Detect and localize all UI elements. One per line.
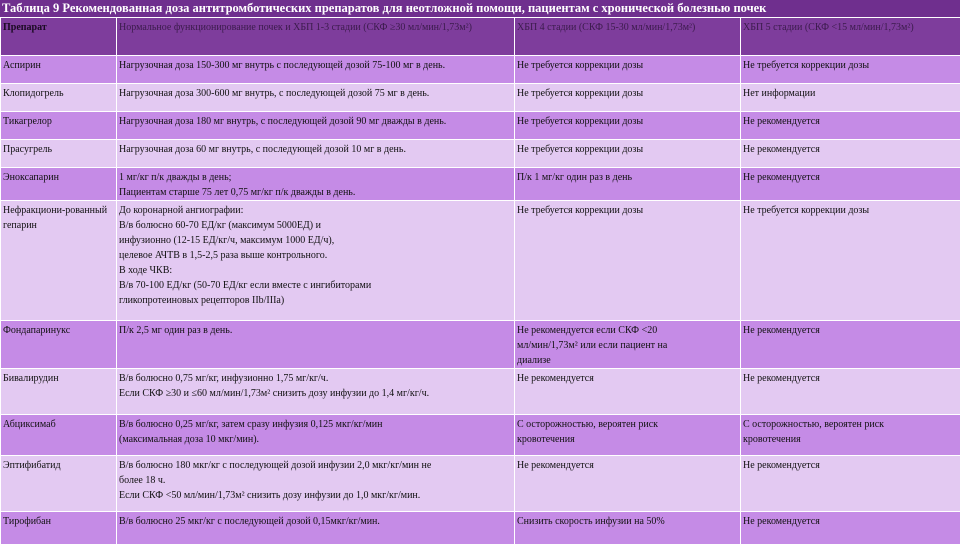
header-ckd5: ХБП 5 стадии (СКФ <15 мл/мин/1,73м²) <box>741 18 960 56</box>
table-row <box>1 56 960 84</box>
normal-dose-cell <box>117 56 515 84</box>
drug-name-cell: Прасугрель <box>1 140 117 168</box>
cell-line: П/к 1 мг/кг один раз в день <box>517 170 738 185</box>
ckd4-dose-cell <box>515 168 741 201</box>
header-ckd4: ХБП 4 стадии (СКФ 15-30 мл/мин/1,73м²) <box>515 18 741 56</box>
cell-line: Не рекомендуется <box>743 371 958 386</box>
header-normal: Нормальное функционирование почек и ХБП 1-3 стадии (СКФ ≥30 мл/мин/1,73м²) <box>117 18 515 56</box>
table-row <box>1 140 960 168</box>
cell-line: диализе <box>517 353 738 368</box>
cell-line: В/в болюсно 180 мкг/кг с последующей дозой инфузии 2,0 мкг/кг/мин не <box>119 458 512 473</box>
ckd4-dose-cell <box>515 369 741 415</box>
table-row <box>1 168 960 201</box>
normal-dose-cell <box>117 201 515 321</box>
normal-dose-cell <box>117 168 515 201</box>
ckd4-dose-cell <box>515 112 741 140</box>
ckd5-dose-cell <box>741 201 960 321</box>
cell-line: В ходе ЧКВ: <box>119 263 512 278</box>
ckd5-dose-cell <box>741 56 960 84</box>
cell-line: Не рекомендуется <box>517 371 738 386</box>
table-row <box>1 456 960 512</box>
cell-line: Если СКФ <50 мл/мин/1,73м² снизить дозу инфузии до 1,0 мкг/кг/мин. <box>119 488 512 503</box>
table-row <box>1 415 960 456</box>
cell-line: В/в болюсно 0,25 мг/кг, затем сразу инфузия 0,125 мкг/кг/мин <box>119 417 512 432</box>
cell-line: 1 мг/кг п/к дважды в день; <box>119 170 512 185</box>
ckd4-dose-cell <box>515 56 741 84</box>
cell-line: П/к 2,5 мг один раз в день. <box>119 323 512 338</box>
normal-dose-cell <box>117 415 515 456</box>
ckd4-dose-cell <box>515 415 741 456</box>
cell-line: До коронарной ангиографии: <box>119 203 512 218</box>
normal-dose-cell <box>117 369 515 415</box>
cell-line: более 18 ч. <box>119 473 512 488</box>
normal-dose-cell <box>117 112 515 140</box>
cell-line: Снизить скорость инфузии на 50% <box>517 514 738 529</box>
cell-line: Не рекомендуется <box>743 114 958 129</box>
cell-line: Не требуется коррекции дозы <box>517 203 738 218</box>
cell-line: (максимальная доза 10 мкг/мин). <box>119 432 512 447</box>
header-drug: Препарат <box>1 18 117 56</box>
table-row <box>1 201 960 321</box>
ckd4-dose-cell <box>515 140 741 168</box>
cell-line: мл/мин/1,73м² или если пациент на <box>517 338 738 353</box>
cell-line: гликопротеиновых рецепторов IIb/IIIa) <box>119 293 512 308</box>
dosage-table <box>0 17 960 545</box>
cell-line: В/в болюсно 25 мкг/кг с последующей дозой 0,15мкг/кг/мин. <box>119 514 512 529</box>
cell-line: Не требуется коррекции дозы <box>517 86 738 101</box>
cell-line: В/в болюсно 0,75 мг/кг, инфузионно 1,75 мг/кг/ч. <box>119 371 512 386</box>
cell-line: Нагрузочная доза 180 мг внутрь, с последующей дозой 90 мг дважды в день. <box>119 114 512 129</box>
cell-line: Не требуется коррекции дозы <box>517 114 738 129</box>
cell-line: С осторожностью, вероятен риск <box>517 417 738 432</box>
cell-line: Не требуется коррекции дозы <box>743 203 958 218</box>
table-row <box>1 84 960 112</box>
ckd4-dose-cell <box>515 201 741 321</box>
drug-name-cell: Клопидогрель <box>1 84 117 112</box>
cell-line: Пациентам старше 75 лет 0,75 мг/кг п/к дважды в день. <box>119 185 512 200</box>
drug-name-cell: Абциксимаб <box>1 415 117 456</box>
cell-line: Не требуется коррекции дозы <box>743 58 958 73</box>
cell-line: Не рекомендуется <box>743 458 958 473</box>
cell-line: Не рекомендуется <box>743 514 958 529</box>
cell-line: кровотечения <box>743 432 958 447</box>
table-row <box>1 112 960 140</box>
drug-name-cell: Эптифибатид <box>1 456 117 512</box>
cell-line: инфузионно (12-15 ЕД/кг/ч, максимум 1000 ЕД/ч), <box>119 233 512 248</box>
cell-line: Нагрузочная доза 60 мг внутрь, с последующей дозой 10 мг в день. <box>119 142 512 157</box>
cell-line: С осторожностью, вероятен риск <box>743 417 958 432</box>
cell-line: кровотечения <box>517 432 738 447</box>
ckd4-dose-cell <box>515 456 741 512</box>
ckd5-dose-cell <box>741 369 960 415</box>
drug-name-cell: Тирофибан <box>1 512 117 545</box>
ckd5-dose-cell <box>741 112 960 140</box>
cell-line: Нагрузочная доза 150-300 мг внутрь с последующей дозой 75-100 мг в день. <box>119 58 512 73</box>
ckd5-dose-cell <box>741 321 960 369</box>
drug-name-cell: Эноксапарин <box>1 168 117 201</box>
ckd5-dose-cell <box>741 415 960 456</box>
cell-line: Не рекомендуется если СКФ <20 <box>517 323 738 338</box>
ckd5-dose-cell <box>741 84 960 112</box>
cell-line: Не рекомендуется <box>743 323 958 338</box>
normal-dose-cell <box>117 456 515 512</box>
cell-line: Если СКФ ≥30 и ≤60 мл/мин/1,73м² снизить дозу инфузии до 1,4 мг/кг/ч. <box>119 386 512 401</box>
normal-dose-cell <box>117 84 515 112</box>
drug-name-cell: Фондапаринукс <box>1 321 117 369</box>
ckd4-dose-cell <box>515 321 741 369</box>
ckd5-dose-cell <box>741 140 960 168</box>
cell-line: Нет информации <box>743 86 958 101</box>
cell-line: целевое АЧТВ в 1,5-2,5 раза выше контрольного. <box>119 248 512 263</box>
table-title: Таблица 9 Рекомендованная доза антитромботических препаратов для неотложной помощи, пациентам с хронической болезнью почек <box>0 0 960 17</box>
drug-name-cell: Нефракциони-рованный гепарин <box>1 201 117 321</box>
cell-line: Не требуется коррекции дозы <box>517 142 738 157</box>
table-row <box>1 369 960 415</box>
ckd4-dose-cell <box>515 84 741 112</box>
cell-line: Не требуется коррекции дозы <box>517 58 738 73</box>
drug-name-cell: Аспирин <box>1 56 117 84</box>
normal-dose-cell <box>117 140 515 168</box>
header-row <box>1 18 960 56</box>
ckd5-dose-cell <box>741 456 960 512</box>
cell-line: В/в 70-100 ЕД/кг (50-70 ЕД/кг если вместе с ингибиторами <box>119 278 512 293</box>
ckd5-dose-cell <box>741 168 960 201</box>
cell-line: Не рекомендуется <box>743 170 958 185</box>
drug-name-cell: Тикагрелор <box>1 112 117 140</box>
cell-line: Не рекомендуется <box>743 142 958 157</box>
drug-name-cell: Бивалирудин <box>1 369 117 415</box>
cell-line: В/в болюсно 60-70 ЕД/кг (максимум 5000ЕД) и <box>119 218 512 233</box>
normal-dose-cell <box>117 321 515 369</box>
cell-line: Нагрузочная доза 300-600 мг внутрь, с последующей дозой 75 мг в день. <box>119 86 512 101</box>
table-row <box>1 321 960 369</box>
cell-line: Не рекомендуется <box>517 458 738 473</box>
